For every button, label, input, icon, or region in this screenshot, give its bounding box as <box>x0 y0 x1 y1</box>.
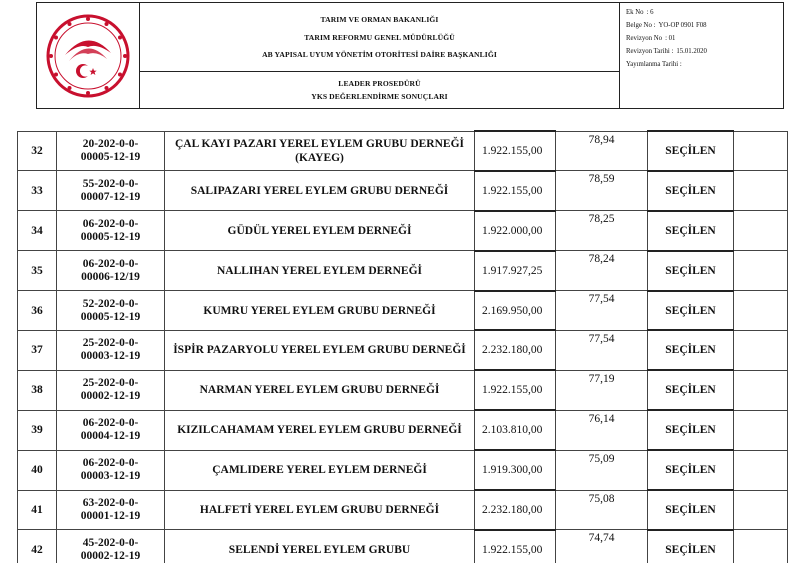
empty-cell <box>734 251 788 291</box>
budget-cell: 2.169.950,00 <box>475 291 556 331</box>
row-number-cell: 37 <box>18 330 57 370</box>
empty-cell <box>734 370 788 410</box>
meta-row <box>626 22 777 35</box>
code-line: 00004-12-19 <box>80 430 141 443</box>
application-code-cell <box>57 450 165 490</box>
result-cell: SEÇİLEN <box>648 450 734 490</box>
empty-cell <box>734 530 788 563</box>
budget-cell: 2.103.810,00 <box>475 410 556 450</box>
meta-row <box>626 9 777 22</box>
result-cell: SEÇİLEN <box>648 131 734 171</box>
document-title: YKS DEĞERLENDİRME SONUÇLARI <box>311 92 448 101</box>
score-cell: 75,08 <box>556 490 648 530</box>
results-table <box>17 130 788 563</box>
score-cell: 78,59 <box>556 171 648 211</box>
application-code-cell <box>57 171 165 211</box>
result-cell: SEÇİLEN <box>648 291 734 331</box>
results-body <box>18 131 788 563</box>
result-cell: SEÇİLEN <box>648 251 734 291</box>
score-cell: 77,19 <box>556 370 648 410</box>
application-code-cell <box>57 530 165 563</box>
meta-cell <box>620 3 783 108</box>
title-bottom <box>140 72 619 108</box>
score-cell: 76,14 <box>556 410 648 450</box>
ministry-logo-icon <box>45 13 131 99</box>
meta-value: 15.01.2020 <box>676 48 707 55</box>
group-name-cell: HALFETİ YEREL EYLEM GRUBU DERNEĞİ <box>165 490 475 530</box>
code-line: 55-202-0-0- <box>82 177 139 190</box>
table-row <box>18 211 788 251</box>
table-row <box>18 291 788 331</box>
group-name-cell: ÇAL KAYI PAZARI YEREL EYLEM GRUBU DERNEĞİ (KAYEG) <box>165 131 475 171</box>
table-row <box>18 330 788 370</box>
code-line: 06-202-0-0- <box>82 217 139 230</box>
code-line: 00005-12-19 <box>80 310 141 323</box>
score-cell: 78,24 <box>556 251 648 291</box>
score-cell: 77,54 <box>556 330 648 370</box>
meta-value: : 01 <box>665 35 676 42</box>
score-cell: 78,25 <box>556 211 648 251</box>
group-name-cell: İSPİR PAZARYOLU YEREL EYLEM GRUBU DERNEĞİ <box>165 330 475 370</box>
logo-cell <box>37 3 140 108</box>
row-number-cell: 41 <box>18 490 57 530</box>
code-line: 00002-12-19 <box>80 549 141 562</box>
result-cell: SEÇİLEN <box>648 490 734 530</box>
empty-cell <box>734 291 788 331</box>
meta-key: Ek No <box>626 9 644 16</box>
code-line: 00001-12-19 <box>80 509 141 522</box>
code-line: 00007-12-19 <box>80 190 141 203</box>
budget-cell: 1.922.155,00 <box>475 171 556 211</box>
code-line: 25-202-0-0- <box>82 337 139 350</box>
result-cell: SEÇİLEN <box>648 330 734 370</box>
empty-cell <box>734 330 788 370</box>
code-line: 00003-12-19 <box>80 350 141 363</box>
row-number-cell: 34 <box>18 211 57 251</box>
empty-cell <box>734 211 788 251</box>
budget-cell: 1.922.000,00 <box>475 211 556 251</box>
code-line: 06-202-0-0- <box>82 457 139 470</box>
code-line: 25-202-0-0- <box>82 377 139 390</box>
row-number-cell: 32 <box>18 131 57 171</box>
table-row <box>18 171 788 211</box>
code-line: 06-202-0-0- <box>82 257 139 270</box>
table-row <box>18 410 788 450</box>
table-row <box>18 490 788 530</box>
application-code-cell <box>57 490 165 530</box>
result-cell: SEÇİLEN <box>648 410 734 450</box>
code-line: 00005-12-19 <box>80 150 141 163</box>
empty-cell <box>734 490 788 530</box>
row-number-cell: 39 <box>18 410 57 450</box>
application-code-cell <box>57 370 165 410</box>
application-code-cell <box>57 330 165 370</box>
empty-cell <box>734 410 788 450</box>
meta-row <box>626 61 777 74</box>
application-code-cell <box>57 410 165 450</box>
row-number-cell: 38 <box>18 370 57 410</box>
meta-row <box>626 35 777 48</box>
row-number-cell: 33 <box>18 171 57 211</box>
meta-row <box>626 48 777 61</box>
score-cell: 78,94 <box>556 131 648 171</box>
ministry-name: TARIM VE ORMAN BAKANLIĞI <box>320 15 439 25</box>
result-cell: SEÇİLEN <box>648 370 734 410</box>
application-code-cell <box>57 211 165 251</box>
budget-cell: 1.919.300,00 <box>475 450 556 490</box>
result-cell: SEÇİLEN <box>648 211 734 251</box>
directorate-name: TARIM REFORMU GENEL MÜDÜRLÜĞÜ <box>304 32 455 42</box>
table-row <box>18 370 788 410</box>
group-name-cell: KUMRU YEREL EYLEM GRUBU DERNEĞİ <box>165 291 475 331</box>
empty-cell <box>734 171 788 211</box>
table-row <box>18 530 788 563</box>
table-row <box>18 131 788 171</box>
code-line: 00005-12-19 <box>80 230 141 243</box>
table-row <box>18 251 788 291</box>
result-cell: SEÇİLEN <box>648 171 734 211</box>
budget-cell: 2.232.180,00 <box>475 330 556 370</box>
code-line: 45-202-0-0- <box>82 536 139 549</box>
budget-cell: 1.922.155,00 <box>475 530 556 563</box>
authority-name: AB YAPISAL UYUM YÖNETİM OTORİTESİ DAİRE BAŞKANLIĞI <box>262 49 497 59</box>
meta-key: Yayımlanma Tarihi : <box>626 61 682 68</box>
group-name-cell: NARMAN YEREL EYLEM GRUBU DERNEĞİ <box>165 370 475 410</box>
result-cell: SEÇİLEN <box>648 530 734 563</box>
budget-cell: 1.922.155,00 <box>475 370 556 410</box>
document-header <box>36 2 784 109</box>
code-line: 52-202-0-0- <box>82 297 139 310</box>
application-code-cell <box>57 251 165 291</box>
code-line: 00006-12/19 <box>81 270 140 283</box>
row-number-cell: 40 <box>18 450 57 490</box>
empty-cell <box>734 450 788 490</box>
score-cell: 74,74 <box>556 530 648 563</box>
code-line: 20-202-0-0- <box>82 137 139 150</box>
meta-key: Revizyon No <box>626 35 663 42</box>
application-code-cell <box>57 291 165 331</box>
table-row <box>18 450 788 490</box>
code-line: 00003-12-19 <box>80 470 141 483</box>
group-name-cell: SELENDİ YEREL EYLEM GRUBU <box>165 530 475 563</box>
title-top <box>140 3 619 72</box>
code-line: 00002-12-19 <box>80 390 141 403</box>
row-number-cell: 36 <box>18 291 57 331</box>
group-name-cell: ÇAMLIDERE YEREL EYLEM DERNEĞİ <box>165 450 475 490</box>
meta-value: YO-OP 0901 F08 <box>658 22 707 29</box>
meta-key: Revizyon Tarihi : <box>626 48 674 55</box>
group-name-cell: SALIPAZARI YEREL EYLEM GRUBU DERNEĞİ <box>165 171 475 211</box>
row-number-cell: 35 <box>18 251 57 291</box>
code-line: 06-202-0-0- <box>82 417 139 430</box>
budget-cell: 1.922.155,00 <box>475 131 556 171</box>
meta-value: : 6 <box>646 9 654 16</box>
meta-key: Belge No : <box>626 22 656 29</box>
score-cell: 77,54 <box>556 291 648 331</box>
budget-cell: 1.917.927,25 <box>475 251 556 291</box>
empty-cell <box>734 131 788 171</box>
code-line: 63-202-0-0- <box>82 496 139 509</box>
budget-cell: 2.232.180,00 <box>475 490 556 530</box>
score-cell: 75,09 <box>556 450 648 490</box>
procedure-name: LEADER PROSEDÜRÜ <box>338 79 421 88</box>
group-name-cell: NALLIHAN YEREL EYLEM DERNEĞİ <box>165 251 475 291</box>
title-cell <box>140 3 620 108</box>
application-code-cell <box>57 131 165 171</box>
group-name-cell: KIZILCAHAMAM YEREL EYLEM GRUBU DERNEĞİ <box>165 410 475 450</box>
group-name-cell: GÜDÜL YEREL EYLEM DERNEĞİ <box>165 211 475 251</box>
row-number-cell: 42 <box>18 530 57 563</box>
